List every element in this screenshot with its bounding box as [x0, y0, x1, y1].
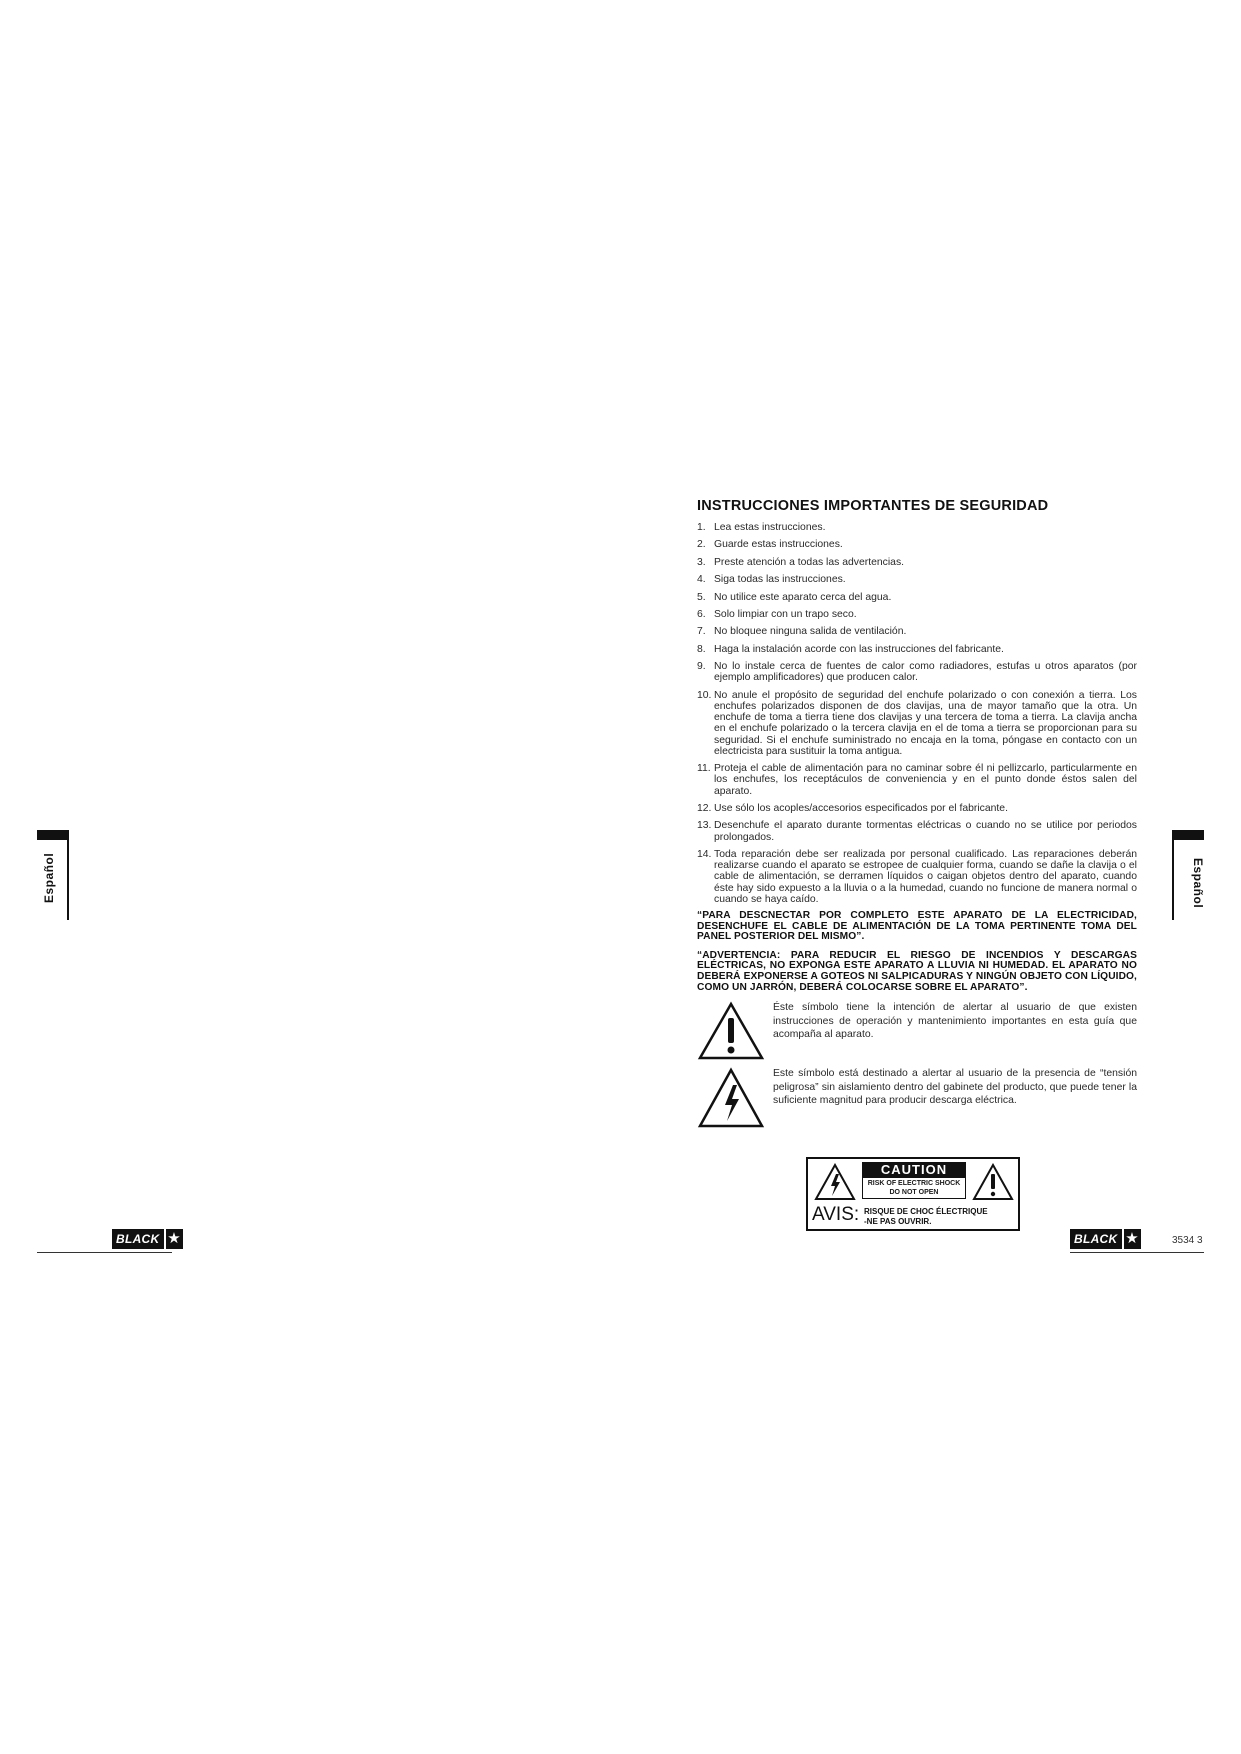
disconnect-warning: “PARA DESCNECTAR POR COMPLETO ESTE APARATO DE LA ELECTRICIDAD, DESENCHUFE EL CABLE DE ALIMENTACIÓN DE LA TOMA PERTINENTE TOMA DEL PANEL POSTERIOR DEL MISMO”. [697, 910, 1137, 943]
right-brand-logo [1070, 1229, 1141, 1249]
list-item [697, 763, 1137, 797]
list-item [697, 574, 1137, 585]
item-text: No anule el propósito de seguridad del enchufe polarizado o con conexión a tierra. Los enchufes polarizados disponen de dos clavijas, una de mayor tamaño que la otra. Un enchufe de toma a tierra tiene dos clavijas y una tercera de toma a tierra. La clavija ancha en el enchufe polarizado o la tercera clavija en el de toma a tierra se proporcionan para su seguridad. Si el enchufe suministrado no encaja en la toma, póngase en contacto con un electricista para sustituir la toma antigua. [714, 689, 1137, 757]
list-item [697, 690, 1137, 757]
list-item [697, 609, 1137, 620]
item-number: 13. [697, 820, 712, 832]
item-text: No bloquee ninguna salida de ventilación. [714, 626, 907, 638]
lightning-triangle-icon [814, 1163, 856, 1201]
right-side-tab-label: Español [1191, 858, 1205, 909]
item-text: Desenchufe el aparato durante tormentas eléctricas o cuando no se utilice por periodos prolongados. [714, 820, 1137, 843]
item-text: Use sólo los acoples/accesorios especificados por el fabricante. [714, 802, 1008, 814]
list-item [697, 849, 1137, 905]
safety-instructions [697, 498, 1137, 1129]
list-item [697, 644, 1137, 655]
item-text: Proteja el cable de alimentación para no caminar sobre él ni pellizcarlo, particularmente en los enchufes, los receptáculos de conveniencia y en el punto donde éstos salen del aparato. [714, 763, 1137, 797]
item-number: 1. [697, 522, 706, 533]
avis-line-1: RISQUE DE CHOC ÉLECTRIQUE [864, 1207, 988, 1216]
item-number: 6. [697, 608, 706, 620]
item-text: Haga la instalación acorde con las instrucciones del fabricante. [714, 643, 1004, 655]
item-text: No lo instale cerca de fuentes de calor como radiadores, estufas u otros aparatos (por ejemplo amplificadores) que producen calor. [714, 661, 1137, 684]
item-number: 9. [697, 661, 706, 673]
item-text: Lea estas instrucciones. [714, 522, 826, 533]
caution-line-1: RISK OF ELECTRIC SHOCK [867, 1180, 961, 1187]
symbol-lightning-row [697, 1067, 1137, 1129]
symbol-exclamation-text: Éste símbolo tiene la intención de alertar al usuario de que existen instrucciones de operación y mantenimiento importantes en esta guía que acompaña al aparato. [773, 1002, 1137, 1041]
logo-text: BLACK [112, 1229, 164, 1249]
list-item [697, 803, 1137, 814]
lightning-triangle-icon [697, 1067, 765, 1129]
item-number: 2. [697, 539, 706, 551]
left-brand-logo [112, 1229, 183, 1249]
item-number: 11. [697, 763, 711, 775]
avis-subtext [864, 1207, 988, 1226]
right-tab-bar [1172, 830, 1204, 840]
item-text: Solo limpiar con un trapo seco. [714, 608, 857, 620]
symbol-lightning-text: Este símbolo está destinado a alertar al usuario de la presencia de “tensión peligrosa” sin aislamiento dentro del gabinete del producto, que puede tener la suficiente magnitud para producir descarga eléctrica. [773, 1068, 1137, 1107]
star-icon: ★ [1125, 1230, 1139, 1247]
item-number: 12. [697, 802, 712, 814]
item-number: 7. [697, 626, 706, 638]
item-text: No utilice este aparato cerca del agua. [714, 591, 892, 603]
item-text: Siga todas las instrucciones. [714, 574, 846, 586]
logo-text: BLACK [1070, 1229, 1122, 1249]
page-number: 3534 3 [1172, 1235, 1203, 1246]
avis-heading: AVIS: [812, 1204, 860, 1225]
exclamation-triangle-icon [972, 1163, 1014, 1201]
star-icon: ★ [167, 1230, 181, 1247]
fire-shock-warning: “ADVERTENCIA: PARA REDUCIR EL RIESGO DE INCENDIOS Y DESCARGAS ELÉCTRICAS, NO EXPONGA ESTE APARATO A LLUVIA NI HUMEDAD. EL APARATO NO DEBERÁ EXPONERSE A GOTEOS NI SALPICADURAS Y NINGÚN OBJETO CON LÍQUIDO, COMO UN JARRÓN, DEBERÁ COLOCARSE SOBRE EL APARATO”. [697, 949, 1137, 993]
avis-line-2: -NE PAS OUVRIR. [864, 1216, 932, 1226]
item-number: 5. [697, 591, 706, 603]
list-item [697, 592, 1137, 603]
list-item [697, 626, 1137, 637]
item-number: 3. [697, 556, 706, 568]
caution-center [862, 1162, 966, 1199]
left-tab-bar [37, 830, 69, 840]
item-text: Toda reparación debe ser realizada por personal cualificado. Las reparaciones deberán realizarse cuando el aparato se estropee de cualquier forma, cuando se dañe la clavija o el cable de alimentación, se derramen líquidos o caigan objetos dentro del aparato, cuando éste hay sido expuesto a la lluvia o a la humedad, cuando no funcione de manera normal o cuando se haya caído. [714, 848, 1137, 905]
left-tab-line [67, 830, 69, 920]
exclamation-triangle-icon [697, 1001, 765, 1061]
item-number: 14. [697, 848, 712, 860]
caution-heading: CAUTION [862, 1162, 966, 1178]
list-item [697, 522, 1137, 533]
left-side-tab-label: Español [42, 852, 56, 903]
caution-subtext [862, 1178, 966, 1199]
right-footer-rule [1070, 1252, 1204, 1253]
item-number: 4. [697, 574, 706, 586]
item-number: 10. [697, 689, 712, 701]
caution-line-2: DO NOT OPEN [889, 1189, 939, 1196]
item-number: 8. [697, 643, 706, 655]
caution-label [806, 1157, 1020, 1231]
right-tab-line [1172, 830, 1174, 920]
list-item [697, 820, 1137, 842]
list-item [697, 539, 1137, 550]
page-title: INSTRUCCIONES IMPORTANTES DE SEGURIDAD [697, 498, 1049, 514]
left-footer-rule [37, 1252, 172, 1253]
symbol-exclamation-row [697, 1001, 1137, 1061]
list-item [697, 557, 1137, 568]
instruction-list [697, 522, 1137, 905]
item-text: Guarde estas instrucciones. [714, 539, 843, 551]
item-text: Preste atención a todas las advertencias. [714, 556, 905, 568]
list-item [697, 661, 1137, 683]
